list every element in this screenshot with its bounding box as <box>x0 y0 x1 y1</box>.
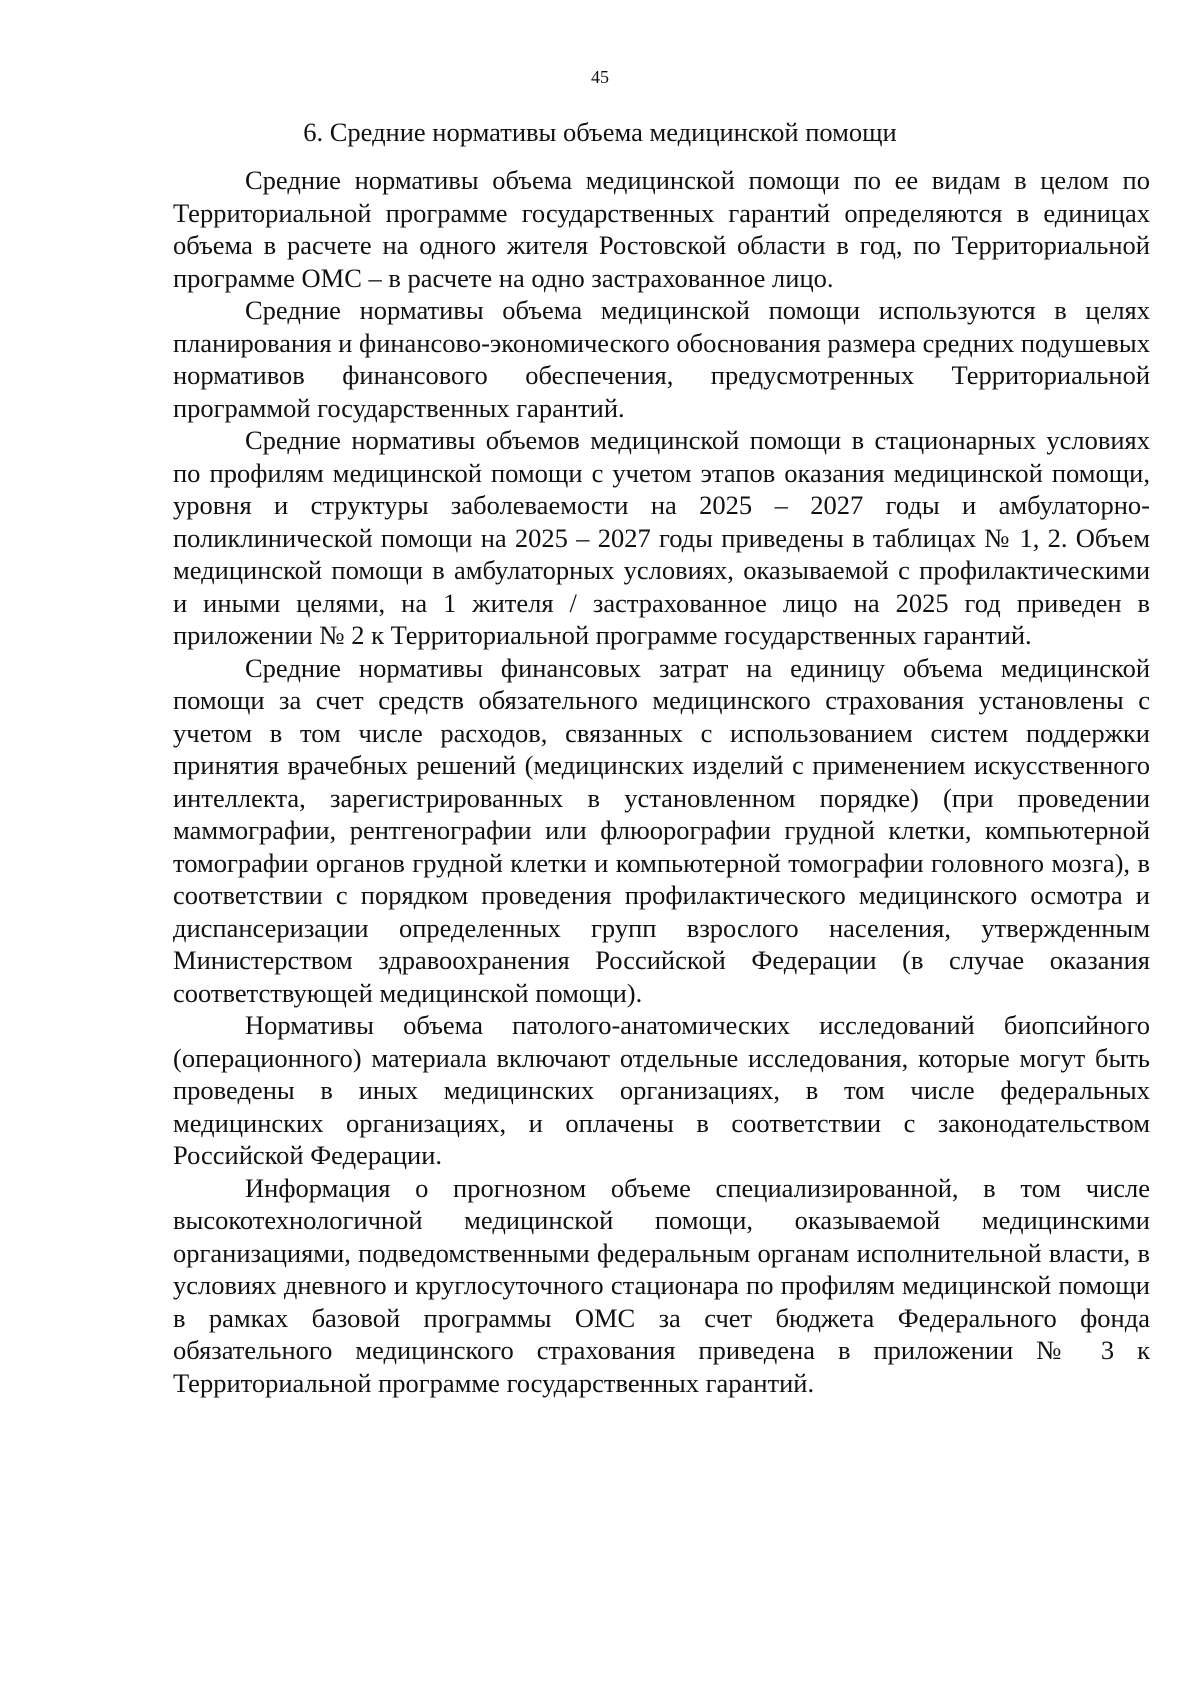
paragraph-pathology-research-norms: Нормативы объема патолого-анатомических исследований биопсийного (операционного) материала включают отдельные исследования, которые могут быть проведены в иных медицинских организациях, в том числе федеральных медицинских организациях, и оплачены в соответствии с законодательством Российской Федерации. <box>173 1010 1150 1170</box>
page-number: 45 <box>591 67 609 87</box>
paragraph-inpatient-outpatient-norms: Средние нормативы объемов медицинской помощи в стационарных условиях по профилям медицинской помощи с учетом этапов оказания медицинской помощи, уровня и структуры заболеваемости на 2025 – 2027 годы и амбулаторно-поликлинической помощи на 2025 – 2027 годы приведены в таблицах № 1, 2. Объем медицинской помощи в амбулаторных условиях, оказываемой с профилактическими и иными целями, на 1 жителя / застрахованное лицо на 2025 год приведен в приложении № 2 к Территориальной программе государственных гарантий. <box>173 425 1150 650</box>
paragraph-financial-cost-norms: Средние нормативы финансовых затрат на единицу объема медицинской помощи за счет средств обязательного медицинского страхования установлены с учетом в том числе расходов, связанных с использованием систем поддержки принятия врачебных решений (медицинских изделий с применением искусственного интеллекта, зарегистрированных в установленном порядке) (при проведении маммографии, рентгенографии или флюорографии грудной клетки, компьютерной томографии органов грудной клетки и компьютерной томографии головного мозга), в соответствии с порядком проведения профилактического медицинского осмотра и диспансеризации определенных групп взрослого населения, утвержденным Министерством здравоохранения Российской Федерации (в случае оказания соответствующей медицинской помощи). <box>173 652 1150 1008</box>
section-title: 6. Средние нормативы объема медицинской помощи <box>303 117 897 147</box>
paragraph-specialized-care-forecast: Информация о прогнозном объеме специализированной, в том числе высокотехнологичной медицинской помощи, оказываемой медицинскими организациями, подведомственными федеральным органам исполнительной власти, в условиях дневного и круглосуточного стационара по профилям медицинской помощи в рамках базовой программы ОМС за счет бюджета Федерального фонда обязательного медицинского страхования приведена в приложении № 3 к Территориальной программе государственных гарантий. <box>173 1172 1150 1398</box>
paragraph-volume-norms-usage: Средние нормативы объема медицинской помощи используются в целях планирования и финансово-экономического обоснования размера средних подушевых нормативов финансового обеспечения, предусмотренных Территориальной программой государственных гарантий. <box>173 295 1150 423</box>
paragraph-volume-norms-definition: Средние нормативы объема медицинской помощи по ее видам в целом по Территориальной программе государственных гарантий определяются в единицах объема в расчете на одного жителя Ростовской области в год, по Территориальной программе ОМС – в расчете на одно застрахованное лицо. <box>173 165 1150 293</box>
document-body <box>173 164 1150 1399</box>
